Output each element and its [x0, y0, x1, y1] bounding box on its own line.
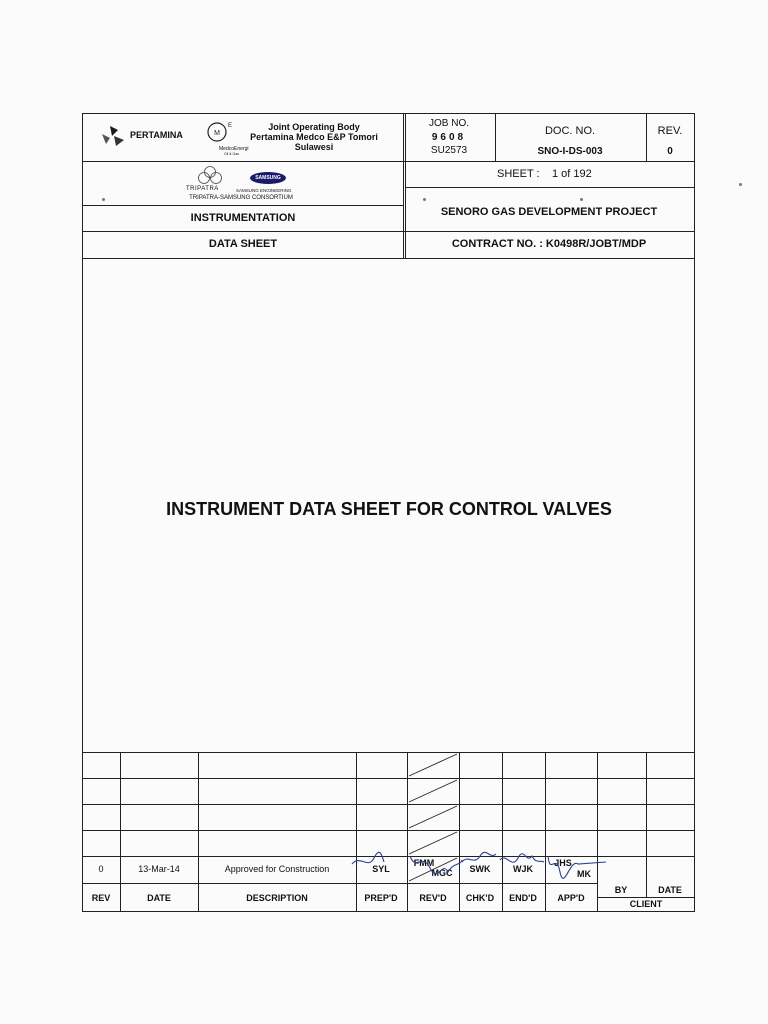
header-rule: [406, 187, 695, 188]
rev-value: 0: [667, 146, 673, 157]
col-header-by: BY: [614, 885, 628, 895]
svg-text:M: M: [214, 130, 220, 137]
revision-table-col: [597, 752, 598, 912]
discipline-label: INSTRUMENTATION: [190, 212, 296, 224]
revision-table-col: [646, 752, 647, 897]
samsung-engineering-text: SAMSUNG ENGINEERING: [236, 188, 292, 193]
col-header-date-client: DATE: [658, 885, 682, 895]
header-rule: [82, 258, 695, 259]
scan-speck: [739, 183, 742, 186]
rev-label: REV.: [657, 125, 683, 137]
header-divider: [403, 113, 406, 259]
revision-row-prepd: SYL: [372, 864, 390, 874]
col-header-endd: END'D: [509, 893, 537, 903]
col-header-prepd: PREP'D: [364, 893, 398, 903]
revision-row-rev: 0: [98, 864, 104, 874]
sheet-value: 1 of 192: [552, 168, 592, 180]
revision-row-revd-2: MGC: [431, 868, 453, 878]
job-no-label: JOB NO.: [428, 118, 470, 129]
revision-table-col: [545, 752, 546, 912]
header-rule: [82, 231, 695, 232]
header-rule: [82, 205, 403, 206]
col-header-description: DESCRIPTION: [246, 893, 308, 903]
job-no-value: 9608: [431, 132, 467, 143]
tripatra-logo-text: TRIPATRA: [186, 186, 219, 192]
revision-table-rule: [82, 830, 695, 831]
svg-text:E: E: [228, 123, 232, 129]
revision-table-rule: [82, 778, 695, 779]
col-header-chkd: CHK'D: [465, 893, 495, 903]
doc-type-label: DATA SHEET: [208, 238, 278, 250]
medco-logo-subtext: Oil & Gas: [224, 152, 239, 156]
revision-row-appd: JHS: [554, 858, 572, 868]
samsung-logo-text: SAMSUNG: [255, 175, 281, 181]
col-header-appd: APP'D: [557, 893, 585, 903]
revision-row-chkd: SWK: [469, 864, 491, 874]
header-divider: [646, 113, 647, 161]
project-name: SENORO GAS DEVELOPMENT PROJECT: [440, 206, 658, 218]
doc-no-value: SNO-I-DS-003: [537, 146, 603, 157]
sheet-label: SHEET :: [497, 168, 540, 180]
col-header-rev: REV: [91, 893, 111, 903]
document-title: INSTRUMENT DATA SHEET FOR CONTROL VALVES: [166, 499, 612, 519]
medco-logo-icon: [206, 119, 232, 145]
revision-row-date: 13-Mar-14: [138, 864, 180, 874]
contract-number: CONTRACT NO. : K0498R/JOBT/MDP: [451, 238, 647, 250]
medco-logo-text: MedcoEnergi: [219, 146, 249, 152]
revision-table-rule: [82, 752, 695, 753]
revision-table-col: [502, 752, 503, 912]
revision-row-endd: WJK: [513, 864, 533, 874]
company-line-2: Pertamina Medco E&P Tomori: [250, 132, 378, 142]
header-divider: [495, 113, 496, 161]
col-header-date: DATE: [147, 893, 171, 903]
tripatra-logo-icon: [195, 166, 225, 186]
pertamina-logo-icon: [100, 124, 128, 148]
signature-scribbles: [350, 850, 610, 884]
revision-row-revd: FMM: [413, 858, 435, 868]
header-rule: [82, 161, 695, 162]
col-header-revd: REV'D: [419, 893, 447, 903]
revision-table-rule: [82, 804, 695, 805]
revision-table-col: [120, 752, 121, 912]
pertamina-logo-text: PERTAMINA: [130, 130, 183, 140]
revision-table-col: [459, 752, 460, 912]
job-no-subvalue: SU2573: [430, 145, 468, 156]
revision-table-col: [356, 752, 357, 912]
doc-no-label: DOC. NO.: [544, 125, 596, 137]
company-line-3: Sulawesi: [294, 142, 334, 152]
consortium-text: TRIPATRA-SAMSUNG CONSORTIUM: [189, 195, 293, 201]
revision-table-col: [198, 752, 199, 912]
revision-row-description: Approved for Construction: [224, 864, 330, 874]
company-line-1: Joint Operating Body: [268, 122, 360, 132]
revision-table-rule: [597, 897, 695, 898]
revision-row-appd-2: MK: [577, 869, 591, 879]
col-header-client: CLIENT: [629, 899, 663, 909]
